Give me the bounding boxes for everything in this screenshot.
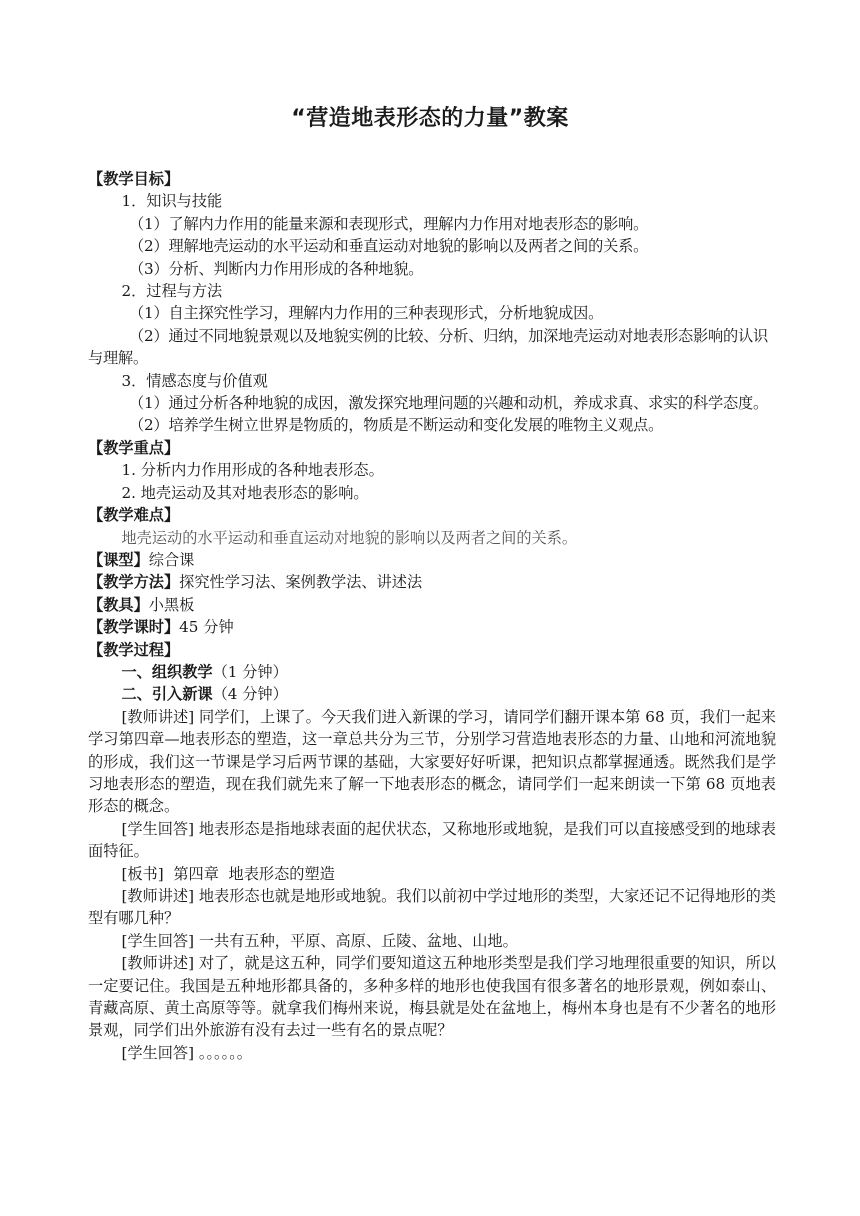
- dialogue-paragraph: [学生回答] 一共有五种，平原、高原、丘陵、盆地、山地。: [121, 931, 518, 950]
- step-label: 二、引入新课: [121, 685, 213, 704]
- section-heading-process: 【教学过程】: [88, 640, 180, 659]
- tools-label: 【教具】: [88, 595, 149, 614]
- methods-row: [88, 571, 776, 593]
- step-time: （4 分钟）: [212, 685, 288, 704]
- list-item: 1. 分析内力作用形成的各种地表形态。: [121, 461, 384, 480]
- duration-value: 45 分钟: [179, 618, 234, 637]
- duration-label: 【教学课时】: [88, 618, 180, 637]
- dialogue-paragraph: [教师讲述] 对了，就是这五种，同学们要知道这五种地形类型是我们学习地理很重要的知识，所以一定要记住。我国是五种地形都具备的，多种多样的地形也使我国有很多著名的地形景观，例如泰山、青藏高原、黄土高原等等。就拿我们梅州来说，梅县就是处在盆地上，梅州本身也是有不少著名的地形景观，同学们出外旅游有没有去过一些有名的景点呢？: [88, 954, 776, 1040]
- lesson-type-label: 【课型】: [88, 550, 149, 569]
- list-item: （2）培养学生树立世界是物质的，物质是不断运动和变化发展的唯物主义观点。: [129, 416, 664, 435]
- step-label: 一、组织教学: [121, 662, 213, 681]
- list-item: 2. 地壳运动及其对地表形态的影响。: [121, 483, 369, 502]
- dialogue-paragraph: [教师讲述] 地表形态也就是地形或地貌。我们以前初中学过地形的类型，大家还记不记得地形的类型有哪几种？: [88, 887, 776, 928]
- difficulty-text: 地壳运动的水平运动和垂直运动对地貌的影响以及两者之间的关系。: [121, 528, 578, 547]
- process-step-2: [88, 683, 776, 705]
- document-body: [88, 168, 776, 1064]
- list-item: （2）通过不同地貌景观以及地貌实例的比较、分析、归纳，加深地壳运动对地表形态影响的认识与理解。: [88, 326, 768, 368]
- section-heading-key-points: 【教学重点】: [88, 438, 180, 457]
- dialogue-paragraph: [学生回答] 。。。。。。: [121, 1043, 252, 1062]
- subsection-knowledge: 1．知识与技能: [121, 192, 223, 211]
- document-title: “营造地表形态的力量”教案: [291, 106, 569, 131]
- section-heading-objectives: 【教学目标】: [88, 170, 180, 188]
- lesson-type-row: [88, 549, 776, 571]
- list-item: （2）理解地壳运动的水平运动和垂直运动对地貌的影响以及两者之间的关系。: [129, 237, 649, 256]
- list-item: （3）分析、判断内力作用形成的各种地貌。: [129, 259, 424, 278]
- dialogue-paragraph: [学生回答] 地表形态是指地球表面的起伏状态，又称地形或地貌，是我们可以直接感受到的地球表面特征。: [88, 819, 776, 861]
- subsection-emotion: 3．情感态度与价值观: [121, 371, 268, 390]
- methods-label: 【教学方法】: [88, 573, 180, 592]
- step-time: （1 分钟）: [212, 662, 288, 681]
- list-item: （1）了解内力作用的能量来源和表现形式，理解内力作用对地表形态的影响。: [129, 214, 649, 233]
- subsection-process: 2．过程与方法: [121, 282, 223, 301]
- dialogue-paragraph: [板书] 第四章 地表形态的塑造: [121, 864, 335, 883]
- methods-value: 探究性学习法、案例教学法、讲述法: [179, 573, 423, 592]
- list-item: （1）通过分析各种地貌的成因，激发探究地理问题的兴趣和动机，养成求真、求实的科学态度。: [129, 394, 768, 413]
- duration-row: [88, 616, 776, 638]
- lesson-type-value: 综合课: [148, 550, 195, 569]
- section-heading-difficulty: 【教学难点】: [88, 506, 180, 525]
- dialogue-paragraph: [教师讲述] 同学们，上课了。今天我们进入新课的学习，请同学们翻开课本第 68 页，我们一起来学习第四章—地表形态的塑造，这一章总共分为三节，分别学习营造地表形态的力量、山地和河流地貌的形成，我们这一节课是学习后两节课的基础，大家要好好听课，把知识点都掌握通透。既然我们是学习地表形态的塑造，现在我们就先来了解一下地表形态的概念，请同学们一起来朗读一下第 68 页地表形态的概念。: [88, 707, 776, 816]
- process-step-1: [88, 661, 776, 683]
- list-item: （1）自主探究性学习，理解内力作用的三种表现形式，分析地貌成因。: [129, 304, 604, 323]
- tools-value: 小黑板: [148, 595, 195, 614]
- tools-row: [88, 594, 776, 616]
